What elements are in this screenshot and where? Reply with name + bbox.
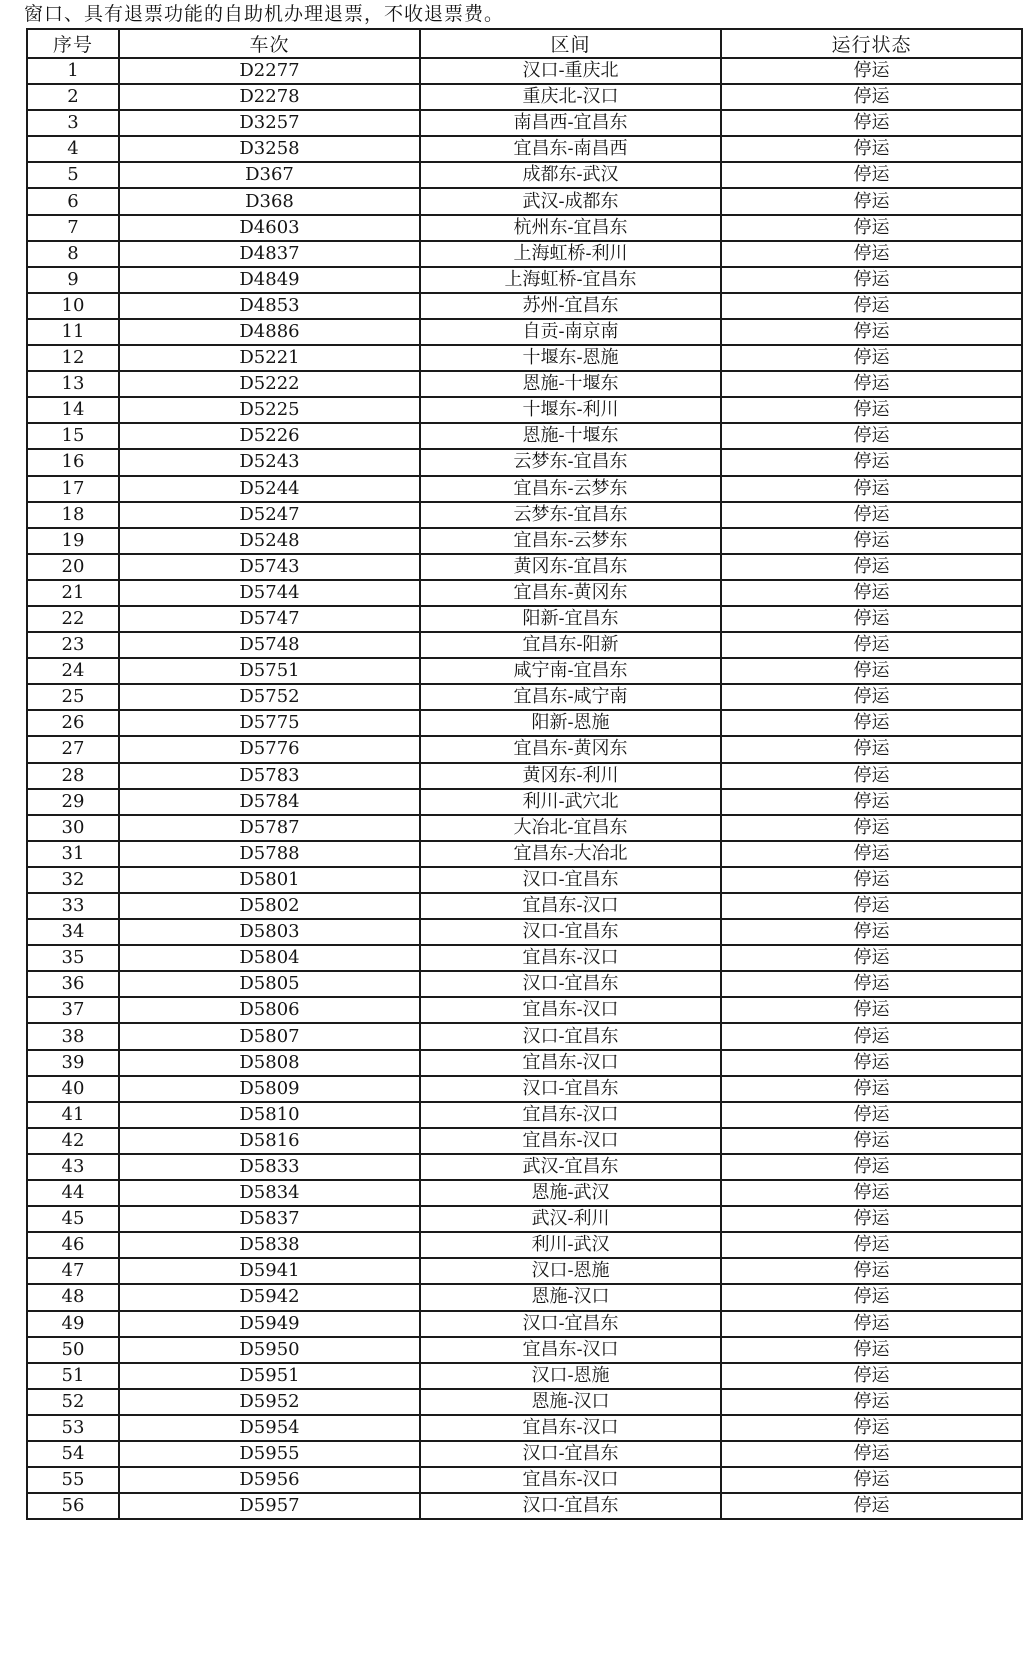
cell-status: 停运 xyxy=(721,1258,1022,1284)
cell-train: D5941 xyxy=(119,1258,420,1284)
table-row xyxy=(27,1363,1022,1389)
cell-status: 停运 xyxy=(721,319,1022,345)
cell-no: 5 xyxy=(27,162,119,188)
cell-status: 停运 xyxy=(721,58,1022,84)
cell-route: 汉口-宜昌东 xyxy=(420,867,721,893)
table-row xyxy=(27,1441,1022,1467)
cell-route: 宜昌东-大冶北 xyxy=(420,841,721,867)
cell-train: D5775 xyxy=(119,710,420,736)
cell-no: 26 xyxy=(27,710,119,736)
cell-route: 汉口-宜昌东 xyxy=(420,1493,721,1519)
cell-route: 汉口-恩施 xyxy=(420,1363,721,1389)
cell-train: D5747 xyxy=(119,606,420,632)
cell-route: 汉口-宜昌东 xyxy=(420,971,721,997)
header-no: 序号 xyxy=(27,29,119,58)
header-train: 车次 xyxy=(119,29,420,58)
cell-route: 云梦东-宜昌东 xyxy=(420,449,721,475)
cell-no: 23 xyxy=(27,632,119,658)
cell-train: D5226 xyxy=(119,423,420,449)
table-row xyxy=(27,58,1022,84)
cell-route: 成都东-武汉 xyxy=(420,162,721,188)
suspended-trains-table xyxy=(26,28,1023,1520)
cell-route: 大冶北-宜昌东 xyxy=(420,815,721,841)
cell-status: 停运 xyxy=(721,241,1022,267)
cell-status: 停运 xyxy=(721,1102,1022,1128)
table-row xyxy=(27,241,1022,267)
cell-no: 27 xyxy=(27,736,119,762)
cell-train: D5752 xyxy=(119,684,420,710)
table-row xyxy=(27,1284,1022,1310)
cell-no: 40 xyxy=(27,1076,119,1102)
cell-status: 停运 xyxy=(721,110,1022,136)
cell-route: 阳新-宜昌东 xyxy=(420,606,721,632)
cell-no: 56 xyxy=(27,1493,119,1519)
table-row xyxy=(27,267,1022,293)
table-row xyxy=(27,1154,1022,1180)
table-row xyxy=(27,1258,1022,1284)
table-row xyxy=(27,789,1022,815)
cell-train: D4603 xyxy=(119,215,420,241)
table-row xyxy=(27,841,1022,867)
cell-train: D4837 xyxy=(119,241,420,267)
table-row xyxy=(27,1389,1022,1415)
cell-no: 53 xyxy=(27,1415,119,1441)
cell-train: D5807 xyxy=(119,1023,420,1049)
cell-route: 黄冈东-利川 xyxy=(420,763,721,789)
table-row xyxy=(27,476,1022,502)
table-row xyxy=(27,1128,1022,1154)
cell-status: 停运 xyxy=(721,345,1022,371)
cell-no: 22 xyxy=(27,606,119,632)
cell-status: 停运 xyxy=(721,606,1022,632)
cell-status: 停运 xyxy=(721,867,1022,893)
header-route: 区间 xyxy=(420,29,721,58)
cell-no: 50 xyxy=(27,1337,119,1363)
cell-no: 19 xyxy=(27,528,119,554)
cell-no: 36 xyxy=(27,971,119,997)
cell-status: 停运 xyxy=(721,1363,1022,1389)
cell-status: 停运 xyxy=(721,188,1022,214)
cell-no: 9 xyxy=(27,267,119,293)
cell-no: 1 xyxy=(27,58,119,84)
cell-train: D367 xyxy=(119,162,420,188)
cell-status: 停运 xyxy=(721,423,1022,449)
table-row xyxy=(27,736,1022,762)
cell-route: 宜昌东-云梦东 xyxy=(420,528,721,554)
cell-status: 停运 xyxy=(721,684,1022,710)
cell-no: 6 xyxy=(27,188,119,214)
cell-no: 33 xyxy=(27,893,119,919)
cell-train: D5816 xyxy=(119,1128,420,1154)
cell-no: 14 xyxy=(27,397,119,423)
intro-text: 窗口、具有退票功能的自助机办理退票，不收退票费。 xyxy=(24,3,505,25)
cell-route: 利川-武汉 xyxy=(420,1232,721,1258)
cell-status: 停运 xyxy=(721,945,1022,971)
table-row xyxy=(27,1023,1022,1049)
cell-status: 停运 xyxy=(721,476,1022,502)
cell-no: 20 xyxy=(27,554,119,580)
cell-route: 宜昌东-黄冈东 xyxy=(420,580,721,606)
table-row xyxy=(27,867,1022,893)
cell-train: D5787 xyxy=(119,815,420,841)
cell-route: 南昌西-宜昌东 xyxy=(420,110,721,136)
cell-no: 43 xyxy=(27,1154,119,1180)
cell-train: D5751 xyxy=(119,658,420,684)
cell-train: D5243 xyxy=(119,449,420,475)
cell-route: 十堰东-恩施 xyxy=(420,345,721,371)
cell-status: 停运 xyxy=(721,841,1022,867)
table-row xyxy=(27,606,1022,632)
cell-status: 停运 xyxy=(721,1415,1022,1441)
table-row xyxy=(27,815,1022,841)
cell-train: D5805 xyxy=(119,971,420,997)
table-row xyxy=(27,1180,1022,1206)
cell-status: 停运 xyxy=(721,1050,1022,1076)
cell-status: 停运 xyxy=(721,1493,1022,1519)
cell-train: D5802 xyxy=(119,893,420,919)
cell-train: D5784 xyxy=(119,789,420,815)
cell-train: D4853 xyxy=(119,293,420,319)
cell-route: 宜昌东-汉口 xyxy=(420,1337,721,1363)
cell-route: 宜昌东-汉口 xyxy=(420,1102,721,1128)
cell-no: 52 xyxy=(27,1389,119,1415)
cell-route: 武汉-利川 xyxy=(420,1206,721,1232)
cell-route: 汉口-宜昌东 xyxy=(420,1441,721,1467)
cell-train: D5743 xyxy=(119,554,420,580)
table-row xyxy=(27,371,1022,397)
cell-train: D5810 xyxy=(119,1102,420,1128)
cell-train: D368 xyxy=(119,188,420,214)
cell-status: 停运 xyxy=(721,1337,1022,1363)
cell-route: 黄冈东-宜昌东 xyxy=(420,554,721,580)
table-row xyxy=(27,893,1022,919)
cell-no: 44 xyxy=(27,1180,119,1206)
cell-train: D5804 xyxy=(119,945,420,971)
cell-no: 34 xyxy=(27,919,119,945)
table-header xyxy=(27,29,1022,58)
cell-route: 宜昌东-咸宁南 xyxy=(420,684,721,710)
cell-status: 停运 xyxy=(721,658,1022,684)
cell-no: 42 xyxy=(27,1128,119,1154)
table-row xyxy=(27,997,1022,1023)
cell-no: 7 xyxy=(27,215,119,241)
cell-status: 停运 xyxy=(721,580,1022,606)
table-row xyxy=(27,684,1022,710)
cell-route: 宜昌东-阳新 xyxy=(420,632,721,658)
table-row xyxy=(27,1102,1022,1128)
cell-no: 3 xyxy=(27,110,119,136)
cell-status: 停运 xyxy=(721,371,1022,397)
cell-no: 2 xyxy=(27,84,119,110)
table-row xyxy=(27,945,1022,971)
cell-status: 停运 xyxy=(721,632,1022,658)
cell-route: 宜昌东-汉口 xyxy=(420,1050,721,1076)
cell-no: 18 xyxy=(27,502,119,528)
cell-status: 停运 xyxy=(721,1232,1022,1258)
cell-status: 停运 xyxy=(721,789,1022,815)
cell-train: D5837 xyxy=(119,1206,420,1232)
cell-status: 停运 xyxy=(721,1023,1022,1049)
cell-train: D5783 xyxy=(119,763,420,789)
cell-no: 41 xyxy=(27,1102,119,1128)
cell-train: D5247 xyxy=(119,502,420,528)
cell-status: 停运 xyxy=(721,1467,1022,1493)
cell-train: D2278 xyxy=(119,84,420,110)
cell-train: D5950 xyxy=(119,1337,420,1363)
cell-no: 10 xyxy=(27,293,119,319)
cell-no: 47 xyxy=(27,1258,119,1284)
cell-status: 停运 xyxy=(721,449,1022,475)
cell-route: 利川-武穴北 xyxy=(420,789,721,815)
cell-status: 停运 xyxy=(721,397,1022,423)
cell-no: 55 xyxy=(27,1467,119,1493)
cell-status: 停运 xyxy=(721,215,1022,241)
table-row xyxy=(27,1337,1022,1363)
cell-no: 31 xyxy=(27,841,119,867)
cell-no: 54 xyxy=(27,1441,119,1467)
cell-no: 29 xyxy=(27,789,119,815)
cell-train: D5809 xyxy=(119,1076,420,1102)
table-row xyxy=(27,397,1022,423)
cell-status: 停运 xyxy=(721,997,1022,1023)
cell-status: 停运 xyxy=(721,710,1022,736)
cell-route: 宜昌东-黄冈东 xyxy=(420,736,721,762)
cell-route: 上海虹桥-宜昌东 xyxy=(420,267,721,293)
cell-route: 上海虹桥-利川 xyxy=(420,241,721,267)
cell-status: 停运 xyxy=(721,1441,1022,1467)
table-row xyxy=(27,1311,1022,1337)
table-row xyxy=(27,319,1022,345)
cell-no: 28 xyxy=(27,763,119,789)
table-row xyxy=(27,580,1022,606)
cell-route: 汉口-重庆北 xyxy=(420,58,721,84)
cell-status: 停运 xyxy=(721,1154,1022,1180)
cell-no: 24 xyxy=(27,658,119,684)
cell-route: 汉口-恩施 xyxy=(420,1258,721,1284)
table-row xyxy=(27,710,1022,736)
table-row xyxy=(27,423,1022,449)
cell-route: 重庆北-汉口 xyxy=(420,84,721,110)
header-status: 运行状态 xyxy=(721,29,1022,58)
cell-status: 停运 xyxy=(721,1284,1022,1310)
cell-status: 停运 xyxy=(721,1311,1022,1337)
table-row xyxy=(27,162,1022,188)
cell-route: 宜昌东-南昌西 xyxy=(420,136,721,162)
table-row xyxy=(27,136,1022,162)
cell-status: 停运 xyxy=(721,815,1022,841)
cell-train: D5954 xyxy=(119,1415,420,1441)
cell-status: 停运 xyxy=(721,736,1022,762)
cell-train: D5801 xyxy=(119,867,420,893)
cell-train: D5221 xyxy=(119,345,420,371)
table-body xyxy=(27,58,1022,1519)
cell-route: 武汉-宜昌东 xyxy=(420,1154,721,1180)
cell-status: 停运 xyxy=(721,1206,1022,1232)
table-row xyxy=(27,84,1022,110)
cell-status: 停运 xyxy=(721,502,1022,528)
cell-route: 恩施-十堰东 xyxy=(420,371,721,397)
table-row xyxy=(27,188,1022,214)
cell-train: D5225 xyxy=(119,397,420,423)
cell-status: 停运 xyxy=(721,136,1022,162)
cell-route: 宜昌东-汉口 xyxy=(420,997,721,1023)
table-row xyxy=(27,1232,1022,1258)
cell-train: D5222 xyxy=(119,371,420,397)
cell-status: 停运 xyxy=(721,162,1022,188)
table-row xyxy=(27,1050,1022,1076)
cell-train: D3258 xyxy=(119,136,420,162)
cell-no: 16 xyxy=(27,449,119,475)
cell-status: 停运 xyxy=(721,84,1022,110)
cell-train: D4886 xyxy=(119,319,420,345)
table-row xyxy=(27,632,1022,658)
cell-route: 宜昌东-汉口 xyxy=(420,945,721,971)
cell-no: 38 xyxy=(27,1023,119,1049)
cell-route: 杭州东-宜昌东 xyxy=(420,215,721,241)
cell-train: D5957 xyxy=(119,1493,420,1519)
cell-train: D5956 xyxy=(119,1467,420,1493)
cell-no: 30 xyxy=(27,815,119,841)
cell-route: 宜昌东-汉口 xyxy=(420,1467,721,1493)
table-row xyxy=(27,763,1022,789)
cell-no: 39 xyxy=(27,1050,119,1076)
cell-status: 停运 xyxy=(721,763,1022,789)
cell-no: 25 xyxy=(27,684,119,710)
cell-route: 恩施-十堰东 xyxy=(420,423,721,449)
table-row xyxy=(27,110,1022,136)
cell-route: 恩施-汉口 xyxy=(420,1284,721,1310)
table-row xyxy=(27,293,1022,319)
cell-route: 汉口-宜昌东 xyxy=(420,919,721,945)
cell-train: D3257 xyxy=(119,110,420,136)
cell-route: 宜昌东-汉口 xyxy=(420,893,721,919)
cell-no: 21 xyxy=(27,580,119,606)
cell-no: 35 xyxy=(27,945,119,971)
cell-no: 45 xyxy=(27,1206,119,1232)
cell-route: 苏州-宜昌东 xyxy=(420,293,721,319)
cell-no: 48 xyxy=(27,1284,119,1310)
cell-no: 15 xyxy=(27,423,119,449)
cell-status: 停运 xyxy=(721,1180,1022,1206)
cell-no: 32 xyxy=(27,867,119,893)
cell-no: 11 xyxy=(27,319,119,345)
cell-route: 宜昌东-汉口 xyxy=(420,1128,721,1154)
cell-no: 12 xyxy=(27,345,119,371)
table-row xyxy=(27,502,1022,528)
header-row xyxy=(27,29,1022,58)
table-row xyxy=(27,215,1022,241)
cell-status: 停运 xyxy=(721,554,1022,580)
cell-train: D5248 xyxy=(119,528,420,554)
cell-train: D2277 xyxy=(119,58,420,84)
cell-train: D5744 xyxy=(119,580,420,606)
table-row xyxy=(27,971,1022,997)
cell-status: 停运 xyxy=(721,919,1022,945)
cell-route: 恩施-武汉 xyxy=(420,1180,721,1206)
cell-no: 46 xyxy=(27,1232,119,1258)
cell-train: D5838 xyxy=(119,1232,420,1258)
table-row xyxy=(27,919,1022,945)
table-row xyxy=(27,658,1022,684)
cell-train: D5942 xyxy=(119,1284,420,1310)
cell-route: 自贡-南京南 xyxy=(420,319,721,345)
cell-train: D5806 xyxy=(119,997,420,1023)
cell-status: 停运 xyxy=(721,1389,1022,1415)
cell-status: 停运 xyxy=(721,293,1022,319)
cell-train: D5952 xyxy=(119,1389,420,1415)
cell-train: D5748 xyxy=(119,632,420,658)
table-row xyxy=(27,449,1022,475)
cell-route: 十堰东-利川 xyxy=(420,397,721,423)
cell-route: 汉口-宜昌东 xyxy=(420,1023,721,1049)
table-row xyxy=(27,1415,1022,1441)
cell-train: D5808 xyxy=(119,1050,420,1076)
cell-status: 停运 xyxy=(721,267,1022,293)
cell-route: 汉口-宜昌东 xyxy=(420,1076,721,1102)
cell-status: 停运 xyxy=(721,1128,1022,1154)
cell-no: 4 xyxy=(27,136,119,162)
cell-status: 停运 xyxy=(721,971,1022,997)
cell-no: 13 xyxy=(27,371,119,397)
cell-train: D5955 xyxy=(119,1441,420,1467)
cell-route: 恩施-汉口 xyxy=(420,1389,721,1415)
cell-route: 阳新-恩施 xyxy=(420,710,721,736)
cell-train: D5951 xyxy=(119,1363,420,1389)
cell-route: 宜昌东-汉口 xyxy=(420,1415,721,1441)
cell-train: D5803 xyxy=(119,919,420,945)
cell-status: 停运 xyxy=(721,893,1022,919)
cell-train: D4849 xyxy=(119,267,420,293)
cell-train: D5834 xyxy=(119,1180,420,1206)
cell-no: 8 xyxy=(27,241,119,267)
cell-train: D5244 xyxy=(119,476,420,502)
cell-train: D5833 xyxy=(119,1154,420,1180)
cell-train: D5949 xyxy=(119,1311,420,1337)
table-row xyxy=(27,1206,1022,1232)
cell-status: 停运 xyxy=(721,1076,1022,1102)
table-row xyxy=(27,528,1022,554)
cell-route: 咸宁南-宜昌东 xyxy=(420,658,721,684)
table-row xyxy=(27,1493,1022,1519)
table-row xyxy=(27,1076,1022,1102)
table-row xyxy=(27,1467,1022,1493)
cell-status: 停运 xyxy=(721,528,1022,554)
cell-no: 17 xyxy=(27,476,119,502)
cell-route: 宜昌东-云梦东 xyxy=(420,476,721,502)
cell-train: D5788 xyxy=(119,841,420,867)
cell-no: 49 xyxy=(27,1311,119,1337)
table-row xyxy=(27,345,1022,371)
cell-no: 51 xyxy=(27,1363,119,1389)
cell-route: 汉口-宜昌东 xyxy=(420,1311,721,1337)
table-row xyxy=(27,554,1022,580)
cell-train: D5776 xyxy=(119,736,420,762)
cell-no: 37 xyxy=(27,997,119,1023)
cell-route: 云梦东-宜昌东 xyxy=(420,502,721,528)
cell-route: 武汉-成都东 xyxy=(420,188,721,214)
